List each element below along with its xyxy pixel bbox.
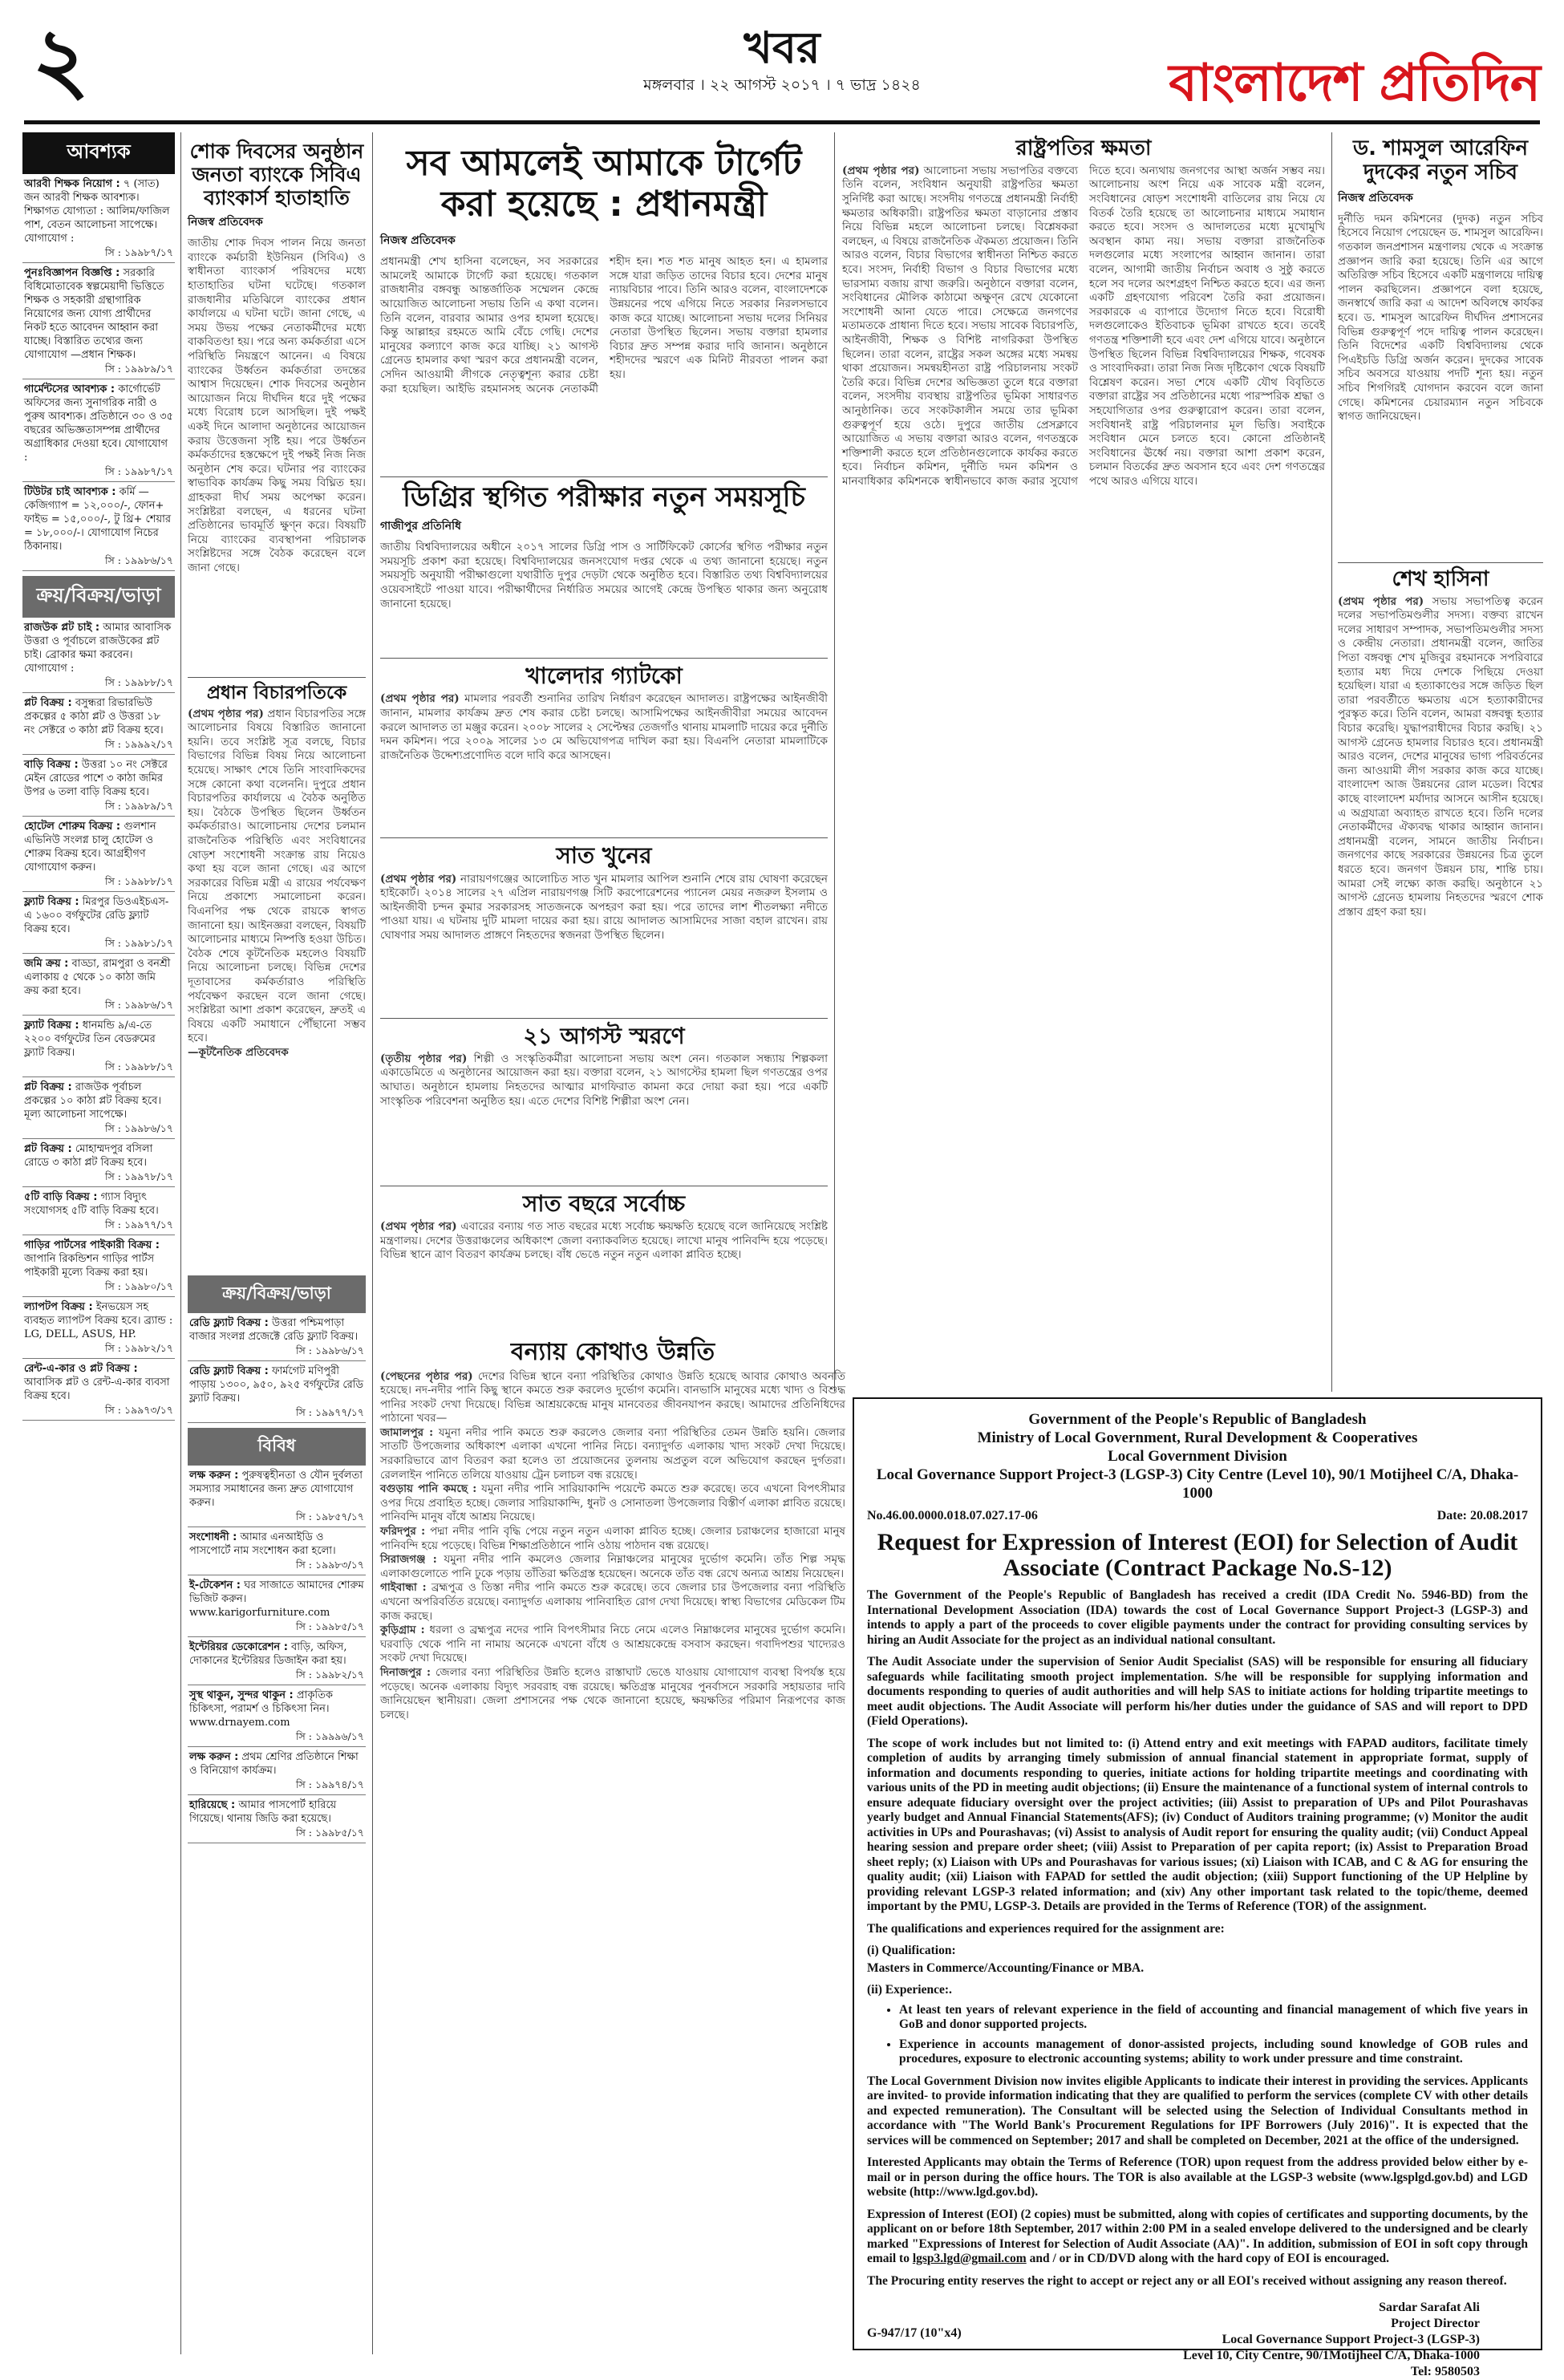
classified-heading: প্লট বিক্রয় : — [24, 1081, 72, 1093]
classified-ad — [188, 1466, 366, 1527]
classified-ref: সি : ১৯৯৮৬/১৭ — [295, 1344, 364, 1356]
seven-murders-headline: সাত খুনের — [556, 842, 652, 870]
right-column — [1338, 132, 1543, 1392]
classified-ref: সি : ১৯৯৮৫/১৭ — [296, 1620, 364, 1632]
signatory-phone: Tel: 9580503 — [1410, 2365, 1480, 2378]
classified-body: আবাসিক প্লট ও রেন্ট-এ-কার ব্যবসা বিক্রয় হবে। — [24, 1377, 170, 1402]
president-headline: রাষ্ট্রপতির ক্ষমতা — [1015, 136, 1152, 160]
flood-subhead: সিরাজগঞ্জ : — [380, 1553, 437, 1567]
sale-list — [22, 618, 175, 1421]
continuation-label: (প্রথম পৃষ্ঠার পর) — [842, 164, 920, 177]
notice-title: Request for Expression of Interest (EOI) for Selection of Audit Associate (Contract Package No.S-12) — [877, 1529, 1518, 1581]
classified-body: সরকারি বিধিমোতাবেক স্বল্পমেয়াদী ভিত্তিতে শিক্ষক ও সহকারী গ্রন্থাগারিক নিয়োগের জন্য যোগ্য প্রার্থীদের নিকট হতে আবেদন আহ্বান করা যাচ্ছে। বিস্তারিত তথ্যের জন্য যোগাযোগ —প্রধান শিক্ষক। — [24, 267, 164, 361]
seven-murders-body: (প্রথম পৃষ্ঠার পর) নারায়ণগঞ্জের আলোচিত সাত খুন মামলার আপিল শুনানি শেষে রায় ঘোষণা করেছেন হাইকোর্ট। ২০১৪ সালের ২৭ এপ্রিল নারায়ণগঞ্জ সিটি করপোরেশনের প্যানেল মেয়র নজরুল ইসলাম ও আইনজীবী চন্দন কুমার সরকারসহ সাতজনকে অপহরণ করা হয়। পরে তাদের লাশ শীতলক্ষ্যা নদীতে পাওয়া যায়। এ ঘটনায় দুটি মামলা দায়ের করা হয়। রায়ে আদালত আসামিদের সাজা বহাল রাখেন। রায় ঘোষণার সময় আদালত প্রাঙ্গণে নিহতদের স্বজনরা উপস্থিত ছিলেন। — [380, 872, 828, 943]
flood-subhead: গাইবান্ধা : — [380, 1581, 427, 1595]
hasina-body: (প্রথম পৃষ্ঠার পর) সভায় সভাপতিত্ব করেন দলের সভাপতিমণ্ডলীর সদস্য। বক্তব্য রাখেন দলের সাধারণ সম্পাদক, সভাপতিমণ্ডলীর সদস্য ও কেন্দ্রীয় নেতারা। প্রধানমন্ত্রী বলেন, জাতির পিতা বঙ্গবন্ধু শেখ মুজিবুর রহমানকে সপরিবারে হত্যার মধ্য দিয়ে দেশকে পিছিয়ে দেওয়া হয়েছিল। যারা এ হত্যাকাণ্ডের সঙ্গে জড়িত ছিল তারা পরবর্তীতে ক্ষমতায় এসে হত্যাকারীদের পুরস্কৃত করে। তিনি বলেন, আমরা বঙ্গবন্ধু হত্যার বিচার করেছি। যুদ্ধাপরাধীদের বিচার করছি। ২১ আগস্ট গ্রেনেড হামলার বিচারও হবে। প্রধানমন্ত্রী আরও বলেন, দেশের মানুষের ভাগ্য পরিবর্তনের জন্য আওয়ামী লীগ সরকার কাজ করে যাচ্ছে। বাংলাদেশ আজ উন্নয়নের রোল মডেল। বিশ্বের কাছে বাংলাদেশ মর্যাদার আসনে আসীন হয়েছে। এ অগ্রযাত্রা অব্যাহত রাখতে হবে। তিনি দলের নেতাকর্মীদের ঐক্যবদ্ধ থাকার আহ্বান জানান। প্রধানমন্ত্রী বলেন, সামনে জাতীয় নির্বাচন। জনগণের কাছে সরকারের উন্নয়নের চিত্র তুলে ধরতে হবে। জনগণ উন্নয়ন চায়, শান্তি চায়। আমরা সেই লক্ষ্যে কাজ করছি। অনুষ্ঠানে ২১ আগস্ট গ্রেনেড হামলায় নিহতদের স্মরণে শোক প্রস্তাব গ্রহণ করা হয়। — [1338, 594, 1543, 918]
classified-heading: ৫টি বাড়ি বিক্রয় : — [24, 1191, 98, 1203]
classified-ref: সি : ১৯৯৯২/১৭ — [104, 738, 173, 750]
tender-notice — [853, 1397, 1542, 2378]
classified-body: উত্তরা পশ্চিমপাড়া বাজার সংলগ্ন প্রজেক্টে রেডি ফ্ল্যাট বিক্রয়। — [189, 1316, 359, 1343]
classified-heading: রেডি ফ্ল্যাট বিক্রয় : — [189, 1364, 269, 1377]
ad-reference: G-947/17 (10"x4) — [867, 2326, 962, 2340]
reference-number: No.46.00.0000.018.07.027.17-06 — [867, 1509, 1038, 1522]
classified-body: ইনভয়েস সহ ব্যবহৃত ল্যাপটপ বিক্রয় হবে। ব্র্যান্ড : LG, DELL, ASUS, HP. — [24, 1301, 173, 1340]
classified-ad — [22, 1359, 175, 1421]
lead-body: প্রধানমন্ত্রী শেখ হাসিনা বলেছেন, সব সরকারের আমলেই আমাকে টার্গেট করা হয়েছে। গতকাল রাজধানীর বঙ্গবন্ধু আন্তর্জাতিক সম্মেলন কেন্দ্রে আয়োজিত আলোচনা সভায় তিনি এ কথা বলেন। তিনি বলেন, বারবার আমার ওপর হামলা হয়েছে। কিন্তু আল্লাহর রহমতে আমি বেঁচে গেছি। দেশের মানুষের কল্যাণে কাজ করে যাচ্ছি। ২১ আগস্ট গ্রেনেড হামলার কথা স্মরণ করে প্রধানমন্ত্রী বলেন, সেদিন আওয়ামী লীগকে নেতৃত্বশূন্য করার চেষ্টা করা হয়েছিল। আইভি রহমানসহ অনেক নেতাকর্মী শহীদ হন। শত শত মানুষ আহত হন। এ হামলার সঙ্গে যারা জড়িত তাদের বিচার হবে। দেশের মানুষ ন্যায়বিচার পাবে। তিনি আরও বলেন, বাংলাদেশকে উন্নয়নের পথে এগিয়ে নিতে সরকার নিরলসভাবে কাজ করে যাচ্ছে। আলোচনা সভায় দলের সিনিয়র নেতারা উপস্থিত ছিলেন। সভায় বক্তারা হামলার বিচার দ্রুত সম্পন্ন করার দাবি জানান। অনুষ্ঠানে শহীদদের স্মরণে এক মিনিট নীরবতা পালন করা হয়। — [380, 255, 828, 395]
continuation-label: (তৃতীয় পৃষ্ঠার পর) — [380, 1052, 468, 1065]
president-story — [842, 132, 1325, 1392]
misc-list — [188, 1466, 366, 1843]
classified-body: জাপানি রিকন্ডিশন গাড়ির পার্টস পাইকারী মূল্যে বিক্রয় করা হয়। — [24, 1253, 155, 1279]
experience-list — [899, 2003, 1528, 2067]
cbs-headline: শোক দিবসের অনুষ্ঠান জনতা ব্যাংকে সিবিএ ব্যাংকার্স হাতাহাতি — [189, 140, 364, 209]
classifieds-list — [22, 174, 175, 571]
tender-paragraph: The Local Government Division now invites eligible Applicants to indicate their interest in providing the services. Applicants are invited- to provide information indicating that they are qualified to perform the services (complete CV with other details and expected remuneration). The Consultant will be selected using the Selection of Individual Consultants method in accordance with "The World Bank's Procurement Regulations for IPF Borrowers (July 2016)". It is expected that the services will be commenced on September; 2017 and shall be completed on December, 2021 at the office of the undersigned. — [867, 2074, 1528, 2147]
tender-paragraph: The scope of work includes but not limited to: (i) Attend entry and exit meetings with FAPAD auditors, facilitate timely completion of audits by arranging timely submission of annual financial statement in appropriate format, supply of information and documents responding to queries, initiate actions for holding tripartite meetings and coordinating with various units of the PD in meeting audit objections; (ii) Ensure the maintenance of a functional system of internal controls to ensure adequate fiduciary oversight over the project activities; (iii) Assist to preparation of UPs and Pilot Pourashavas yearly budget and Annual Financial Statements(AFS); (iv) Conduct of Auditors training programme; (v) Monitor the audit activities in UPs and Pourashavas; (vi) Assist to analysis of Audit report for ensuring the quality audit; (vii) Conduct Appeal hearing session and prepare order sheet; (viii) Assist to Preparation of per capita report; (ix) Assist to Preparation Broad sheet reply; (x) Liaison with UPs and Pourashavas for various issues; (xi) Liaison with ICAB, and C & AG for ensuring the quality audit; (xii) Liaison with FAPAD for settled the audit objection; (xiii) Support functioning of the UP Helpline by providing relevant LGSP-3 related information; and (xiv) Any other important task related to the topic/theme, deemed important by the PMU, LGSP-3. Details are provided in the Terms of Reference (TOR) of the assignment. — [867, 1736, 1528, 1913]
classified-ref: সি : ১৯৯৭৭/১৭ — [104, 1218, 173, 1231]
classified-ad — [22, 817, 175, 892]
classified-body: রাজউক পূর্বাচল প্রকল্পের ১০ কাঠা প্লট বিক্রয় হবে। মূল্য আলোচনা সাপেক্ষে। — [24, 1081, 161, 1121]
continuation-label: (প্রথম পৃষ্ঠার পর) — [380, 872, 457, 886]
classified-heading: রেডি ফ্ল্যাট বিক্রয় : — [189, 1316, 269, 1329]
signatory-project: Local Governance Support Project-3 (LGSP-3) — [1222, 2333, 1480, 2346]
classified-heading: সংশোধনী : — [189, 1531, 237, 1543]
column-rule — [180, 132, 181, 2354]
classified-ref: সি : ১৯৯৮৬/১৭ — [104, 999, 173, 1011]
submission-text-end: and / or in CD/DVD along with the hard copy of EOI is encouraged. — [1026, 2252, 1389, 2265]
continuation-label: (প্রথম পৃষ্ঠার পর) — [1338, 594, 1424, 608]
lead-story — [380, 132, 828, 1392]
experience-label: (ii) Experience:. — [867, 1983, 952, 1997]
classified-heading: ফ্ল্যাট বিক্রয় : — [24, 896, 79, 908]
classified-ad — [22, 379, 175, 482]
article-body: জাতীয় শোক দিবস পালন নিয়ে জনতা ব্যাংকে কর্মচারী ইউনিয়ন (সিবিএ) ও স্বাধীনতা ব্যাংকার্স পরিষদের মধ্যে হাতাহাতির ঘটনা ঘটেছে। গতকাল রাজধানীর মতিঝিলে ব্যাংকের প্রধান কার্যালয়ে এ ঘটনা ঘটে। জানা গেছে, এ সময় উভয় পক্ষের নেতাকর্মীদের মধ্যে বাকবিতণ্ডা হয়। পরে অন্য কর্মকর্তারা এসে পরিস্থিতি নিয়ন্ত্রণে আনেন। এ বিষয়ে ব্যাংকের উর্ধ্বতন কর্মকর্তারা তদন্তের আশ্বাস দিয়েছেন। শোক দিবসের অনুষ্ঠান আয়োজন নিয়ে দীর্ঘদিন ধরে দুই পক্ষের মধ্যে বিরোধ চলে আসছিল। দুই পক্ষই একই দিনে আলাদা অনুষ্ঠানের আয়োজন করায় উত্তেজনা সৃষ্টি হয়। পরে উর্ধ্বতন কর্মকর্তাদের হস্তক্ষেপে দুই পক্ষই নিজ নিজ অনুষ্ঠান শেষ করে। ঘটনার পর ব্যাংকের স্বাভাবিক কার্যক্রম কিছু সময় বিঘ্নিত হয়। গ্রাহকরা দীর্ঘ সময় অপেক্ষা করেন। সংশ্লিষ্টরা বলছেন, এ ধরনের ঘটনা প্রতিষ্ঠানের ভাবমূর্তি ক্ষুণ্ন করে। বিষয়টি নিয়ে ব্যাংকের ব্যবস্থাপনা পরিচালক সংশ্লিষ্টদের সঙ্গে বৈঠক করেছেন বলে জানা গেছে। — [188, 237, 366, 574]
classified-ad — [22, 1187, 175, 1235]
continuation-label: (প্রথম পৃষ্ঠার পর) — [188, 707, 264, 720]
tender-paragraph — [867, 2208, 1528, 2267]
classified-ad — [188, 1747, 366, 1795]
exam-headline: ডিগ্রির স্থগিত পরীক্ষার নতুন সময়সূচি — [403, 481, 805, 514]
classified-body: আমার এনআইডি ও পাসপোর্টে নাম সংশোধন করা হলো। — [189, 1531, 336, 1557]
misc-header: বিবিধ — [188, 1428, 366, 1466]
continuation-label: (পেছনের পৃষ্ঠার পর) — [380, 1369, 473, 1383]
classified-heading: প্লট বিক্রয় : — [24, 697, 72, 709]
newspaper-logo: বাংলাদেশ প্রতিদিন — [1169, 54, 1540, 113]
tender-paragraph: The Procuring entity reserves the right to accept or reject any or all EOI's received without assigning any reason thereof. — [867, 2273, 1507, 2288]
date-line: মঙ্গলবার । ২২ আগস্ট ২০১৭ । ৭ ভাদ্র ১৪২৪ — [643, 76, 921, 94]
classified-ref: সি : ১৯৯৮৯/১৭ — [105, 363, 173, 375]
signatory-address: Level 10, City Centre, 90/1Motijheel C/A, Dhaka-1000 — [1183, 2349, 1480, 2362]
classified-ad — [22, 954, 175, 1016]
article-body: (প্রথম পৃষ্ঠার পর) প্রধান বিচারপতির সঙ্গে আলোচনার বিষয়ে বিস্তারিত জানানো হয়নি। তবে সংশ্লিষ্ট সূত্র বলছে, বিচার বিভাগের বিভিন্ন বিষয় নিয়ে আলোচনা হয়েছে। সাক্ষাৎ শেষে তিনি সাংবাদিকদের সঙ্গে কোনো কথা বলেননি। দুপুরে প্রধান বিচারপতির কার্যালয়ে এ বৈঠক অনুষ্ঠিত হয়। বৈঠকে উপস্থিত ছিলেন উর্ধ্বতন কর্মকর্তারাও। আলোচনায় দেশের চলমান রাজনৈতিক পরিস্থিতি এবং সংবিধানের ষোড়শ সংশোধনী সংক্রান্ত রায় নিয়েও কথা হয় বলে জানা গেছে। এর আগে সরকারের বিভিন্ন মন্ত্রী এ রায়ের পর্যবেক্ষণ নিয়ে প্রকাশ্যে সমালোচনা করেন। বিএনপির পক্ষ থেকে রায়কে স্বাগত জানানো হয়। আইনজ্ঞরা বলছেন, বিষয়টি আলোচনার মাধ্যমে নিষ্পত্তি হওয়া উচিত। বৈঠক শেষে কূটনৈতিক মহলেও বিষয়টি নিয়ে আলোচনা চলছে। বিভিন্ন দেশের দূতাবাসের কর্মকর্তারাও পরিস্থিতি পর্যবেক্ষণ করছেন বলে জানা গেছে। সংশ্লিষ্টরা আশা প্রকাশ করেছেন, দ্রুতই এ বিষয়ে একটি সমাধানে পৌঁছানো সম্ভব হবে। —কূটনৈতিক প্রতিবেদক — [188, 707, 366, 1059]
classified-body: ঘর সাজাতে আমাদের শোরুম ভিজিট করুন। www.karigorfurniture.com — [189, 1579, 364, 1619]
classified-body: ধানমন্ডি ৯/এ-তে ২২০০ বর্গফুটের তিন বেডরুমের ফ্ল্যাট বিক্রয়। — [24, 1020, 156, 1059]
classified-heading: হোটেল শোরুম বিক্রয় : — [24, 821, 121, 833]
classified-heading: সুস্থ থাকুন, সুন্দর থাকুন : — [189, 1689, 294, 1701]
tender-paragraph: The Audit Associate under the supervision of Senior Audit Specialist (SAS) will be responsible for ensuring all fiduciary safeguards while facilitating smooth project implementation. S/he will be responsible for supplying information and documents responding to queries of audit authorities and will help SAS to initiate actions for holding tripartite meetings to meet audit objections. The Audit Associate will perform his/her duties under the guidance of SAS and will report to DPD (Field Operations). — [867, 1655, 1528, 1728]
signoff: —কূটনৈতিক প্রতিবেদক — [188, 1045, 289, 1059]
division-name: Local Government Division — [1108, 1448, 1287, 1465]
classified-body: আমার পাসপোর্ট হারিয়ে গিয়েছে। থানায় জিডি করা হয়েছে। — [189, 1798, 337, 1825]
classified-ad — [22, 1016, 175, 1077]
classified-ref: সি : ১৯৯৯৬/১৭ — [295, 1729, 364, 1742]
section-rule — [380, 476, 828, 477]
khaleda-headline: খালেদার গ্যাটকো — [525, 663, 683, 690]
hasina-headline: শেখ হাসিনা — [1392, 566, 1489, 591]
classified-ad — [22, 1235, 175, 1297]
president-body: (প্রথম পৃষ্ঠার পর) আলোচনা সভায় সভাপতির বক্তব্যে তিনি বলেন, সংবিধান অনুযায়ী রাষ্ট্রপতির ক্ষমতা সুনির্দিষ্ট করা আছে। সংসদীয় গণতন্ত্রে প্রধানমন্ত্রী নির্বাহী ক্ষমতার অধিকারী। রাষ্ট্রপতির ক্ষমতা বাড়ানোর প্রস্তাব নিয়ে বিভিন্ন মহলে আলোচনা চলছে। বিশ্লেষকরা বলছেন, এ বিষয়ে রাজনৈতিক ঐকমত্য প্রয়োজন। তিনি আরও বলেন, বিচার বিভাগের স্বাধীনতা নিশ্চিত করতে হবে। সংসদ, নির্বাহী বিভাগ ও বিচার বিভাগের মধ্যে ভারসাম্য বজায় রাখা জরুরি। অনুষ্ঠানে বক্তারা বলেন, সংবিধানের মৌলিক কাঠামো অক্ষুণ্ন রেখে যেকোনো সংশোধনী আনা যেতে পারে। সেক্ষেত্রে জনগণের মতামতকে প্রাধান্য দিতে হবে। সভায় সাবেক বিচারপতি, আইনজীবী, শিক্ষক ও বিশিষ্ট নাগরিকরা উপস্থিত ছিলেন। তারা বলেন, রাষ্ট্রের সকল অঙ্গের মধ্যে সমন্বয় থাকা প্রয়োজন। সমন্বয়হীনতা রাষ্ট্র পরিচালনায় সংকট তৈরি করে। বিভিন্ন দেশের অভিজ্ঞতা তুলে ধরে বক্তারা বলেন, সংসদীয় ব্যবস্থায় রাষ্ট্রপতির ভূমিকা সাধারণত আনুষ্ঠানিক। তবে সংকটকালীন সময়ে তার ভূমিকা গুরুত্বপূর্ণ হয়ে ওঠে। দুপুরে জাতীয় প্রেসক্লাবে আয়োজিত এ সভায় বক্তারা আরও বলেন, গণতন্ত্রকে শক্তিশালী করতে হলে প্রতিষ্ঠানগুলোকে কার্যকর করতে হবে। নির্বাচন কমিশন, দুর্নীতি দমন কমিশন ও মানবাধিকার কমিশনকে স্বাধীনভাবে কাজ করার সুযোগ দিতে হবে। অন্যথায় জনগণের আস্থা অর্জন সম্ভব নয়। আলোচনায় অংশ নিয়ে এক সাবেক মন্ত্রী বলেন, সংবিধানের ষোড়শ সংশোধনী বাতিলের রায় নিয়ে যে বিতর্ক তৈরি হয়েছে তা আলোচনার মাধ্যমে সমাধান করতে হবে। সংসদ ও আদালতের মধ্যে মুখোমুখি অবস্থান কাম্য নয়। সভায় বক্তারা রাজনৈতিক দলগুলোর মধ্যে সংলাপের আহ্বান জানান। তারা বলেন, আগামী জাতীয় নির্বাচন অবাধ ও সুষ্ঠু করতে হলে সব দলের অংশগ্রহণ নিশ্চিত করতে হবে। এর জন্য একটি গ্রহণযোগ্য পরিবেশ তৈরি করা প্রয়োজন। সরকারকে এ ব্যাপারে উদ্যোগ নিতে হবে। বিরোধী দলগুলোকেও ইতিবাচক ভূমিকা রাখতে হবে। তবেই গণতন্ত্র শক্তিশালী হবে এবং দেশ এগিয়ে যাবে। অনুষ্ঠানে উপস্থিত ছিলেন বিভিন্ন বিশ্ববিদ্যালয়ের শিক্ষক, গবেষক ও সাংবাদিকরা। তারা নিজ নিজ দৃষ্টিকোণ থেকে বিষয়টি বিশ্লেষণ করেন। সভা শেষে একটি যৌথ বিবৃতিতে বক্তারা রাষ্ট্রের সব প্রতিষ্ঠানের মধ্যে পারস্পরিক শ্রদ্ধা ও সহযোগিতার ওপর গুরুত্বারোপ করেন। তারা বলেন, সংবিধানই রাষ্ট্র পরিচালনার মূল ভিত্তি। সবাইকে সংবিধান মেনে চলতে হবে। কোনো প্রতিষ্ঠানই সংবিধানের ঊর্ধ্বে নয়। বক্তারা আশা প্রকাশ করেন, চলমান বিতর্কের দ্রুত অবসান হবে এবং দেশ গণতন্ত্রের পথে আরও এগিয়ে যাবে। — [842, 164, 1325, 488]
exam-body: জাতীয় বিশ্ববিদ্যালয়ের অধীনে ২০১৭ সালের ডিগ্রি পাস ও সার্টিফিকেট কোর্সের স্থগিত পরীক্ষার নতুন সময়সূচি প্রকাশ করা হয়েছে। বিশ্ববিদ্যালয়ের জনসংযোগ দপ্তর থেকে এ তথ্য জানানো হয়েছে। নতুন সময়সূচি অনুযায়ী পরীক্ষাগুলো যথারীতি দুপুর দেড়টা থেকে অনুষ্ঠিত হবে। বিস্তারিত তথ্য বিশ্ববিদ্যালয়ের ওয়েবসাইটে পাওয়া যাবে। পরীক্ষার্থীদের নির্ধারিত সময়ের আগেই কেন্দ্রে উপস্থিত থাকার জন্য অনুরোধ জানানো হয়েছে। — [380, 541, 828, 610]
classified-ref: সি : ১৯৯৮৯/১৭ — [105, 800, 173, 812]
section-title: খবর — [744, 22, 820, 73]
classified-ref: সি : ১৯৯৮৬/১৭ — [104, 554, 173, 566]
classified-heading: ল্যাপটপ বিক্রয় : — [24, 1301, 93, 1313]
classified-heading: লক্ষ করুন : — [189, 1750, 239, 1763]
masthead — [0, 0, 1564, 128]
classified-body: আমার আবাসিক উত্তরা ও পূর্বাচলে রাজউকের প্লট চাই। ব্রোকার ক্ষমা করবেন। যোগাযোগ : — [24, 622, 172, 675]
classified-heading: গাড়ির পার্টসের পাইকারী বিক্রয় : — [24, 1239, 160, 1251]
classified-ref: সি : ১৯৯৮৮/১৭ — [105, 875, 173, 887]
flood-subhead: বগুড়ায় পানি কমছে : — [380, 1482, 477, 1496]
classified-ref: সি : ১৯৮৫৭/১৭ — [295, 1510, 364, 1522]
classified-body: গুলশান এভিনিউ সংলগ্ন চালু হোটেল ও শোরুম বিক্রয় হবে। আগ্রহীগণ যোগাযোগ করুন। — [24, 821, 156, 874]
classified-ref: সি : ১৯৯৮৭/১৭ — [104, 246, 173, 258]
continuation-label: (প্রথম পৃষ্ঠার পর) — [380, 1220, 457, 1234]
classified-body: বসুন্ধরা রিভারভিউ প্রকল্পের ৫ কাঠা প্লট ও উত্তরা ১৮ নং সেক্টরে ৩ কাঠা প্লট বিক্রয় হবে। — [24, 697, 164, 736]
qualification-label: (i) Qualification: — [867, 1944, 956, 1957]
classified-ad — [22, 755, 175, 817]
experience-item: • Experience in accounts management of donor-assisted projects, including sound knowledge of GOB rules and procedures, exposure to electronic accounting systems; ability to work under pressure and time constraint. — [899, 2037, 1528, 2067]
classified-ad — [188, 1361, 366, 1423]
byline: নিজস্ব প্রতিবেদক — [380, 234, 456, 248]
flood-subhead: ফরিদপুর : — [380, 1525, 426, 1539]
classified-heading: ইন্টেরিয়র ডেকোরেশন : — [189, 1640, 288, 1653]
reference-row — [867, 1509, 1528, 1523]
classified-ad — [22, 693, 175, 755]
experience-item: • At least ten years of relevant experience in the field of accounting and financial management of which five years in GoB and donor supported projects. — [899, 2003, 1528, 2033]
lead-headline: সব আমলেই আমাকে টার্গেট করা হয়েছে : প্রধানমন্ত্রী — [406, 143, 802, 225]
sale-header-2: ক্রয়/বিক্রয়/ভাড়া — [188, 1275, 366, 1313]
column-rule — [372, 132, 373, 2354]
classified-body: কার্গোর্ভেট অফিসের জন্য সুনাগরিক নারী ও পুরুষ আবশ্যক। প্রতিষ্ঠানে ৩০ ও ৩৫ বছরের অভিজ্ঞতাসম্পন্ন প্রার্থীদের অগ্রাধিকার দেওয়া হবে। যোগাযোগ : — [24, 383, 173, 464]
tender-paragraph: Interested Applicants may obtain the Terms of Reference (TOR) upon request from the address provided below either by e-mail or in person during the office hours. The TOR is also available at the LGSP-3 website (www.lgsplgd.gov.bd) and LGD website (http://www.lgd.gov.bd). — [867, 2155, 1528, 2199]
section-rule — [380, 658, 828, 659]
classified-heading: প্লট বিক্রয় : — [24, 1143, 72, 1155]
classified-ref: সি : ১৯৯৮০/১৭ — [104, 1280, 173, 1292]
classified-ad — [22, 1077, 175, 1139]
classified-ref: সি : ১৯৯৮৮/১৭ — [105, 1060, 173, 1072]
page-number: ২ — [32, 8, 90, 111]
classified-body: মোহাম্মদপুর বসিলা রোডে ৩ কাঠা প্লট বিক্রয় হবে। — [24, 1143, 153, 1169]
byline: নিজস্ব প্রতিবেদক — [1338, 191, 1413, 205]
seven-years-headline: সাত বছরে সর্বোচ্চ — [522, 1190, 686, 1217]
submission-text: Expression of Interest (EOI) (2 copies) must be submitted, along with copies of certificates and supporting documents, by the applicant on or before 18th September, 2017 within 2:00 PM in a sealed envelope delivered to the undersigned and be clearly marked "Expressions of Interest for Selection of Audit Associate (AA)". In addition, submission of EOI in soft copy through email to — [867, 2207, 1528, 2265]
flood-subhead: কুড়িগ্রাম : — [380, 1624, 425, 1637]
classified-ref: সি : ১৯৯৭৭/১৭ — [295, 1405, 364, 1418]
classified-ad — [188, 1795, 366, 1843]
classified-ad — [22, 174, 175, 263]
signatory-name: Sardar Sarafat Ali — [1379, 2301, 1480, 2314]
sale-list-2 — [188, 1313, 366, 1423]
byline: নিজস্ব প্রতিবেদক — [188, 216, 263, 229]
section-rule — [1338, 562, 1543, 563]
classified-ref: সি : ১৯৯৮৫/১৭ — [296, 1826, 364, 1839]
classifieds-header: আবশ্যক — [22, 132, 175, 174]
classified-ref: সি : ১৯৯৮৮/১৭ — [105, 676, 173, 688]
classified-ad — [22, 892, 175, 954]
section-rule — [380, 837, 828, 838]
classified-ad — [188, 1685, 366, 1747]
seven-years-body: (প্রথম পৃষ্ঠার পর) এবারের বন্যায় গত সাত বছরের মধ্যে সর্বোচ্চ ক্ষয়ক্ষতি হয়েছে বলে জানিয়েছে সংশ্লিষ্ট মন্ত্রণালয়। দেশের উত্তরাঞ্চলের অধিকাংশ জেলা বন্যাকবলিত হয়েছে। লাখো মানুষ পানিবন্দি হয়ে পড়েছে। বিভিন্ন স্থানে ত্রাণ বিতরণ কার্যক্রম চলছে। বাঁধ ভেঙে নতুন নতুন এলাকা প্লাবিত হচ্ছে। — [380, 1220, 828, 1262]
classified-ref: সি : ১৯৯৮১/১৭ — [105, 937, 173, 949]
flood-body: (পেছনের পৃষ্ঠার পর) দেশের বিভিন্ন স্থানে বন্যা পরিস্থিতির কোথাও উন্নতি হয়েছে আবার কোথাও অবনতি হয়েছে। নদ-নদীর পানি কিছু স্থানে কমতে শুরু করলেও দুর্ভোগ কমেনি। বানভাসি মানুষের মধ্যে খাদ্য ও বিশুদ্ধ পানির সংকট দেখা দিয়েছে। বিভিন্ন আশ্রয়কেন্দ্রে মানুষ মানবেতর জীবনযাপন করছে। আমাদের প্রতিনিধিদের পাঠানো খবর— জামালপুর : যমুনা নদীর পানি কমতে শুরু করলেও জেলার বন্যা পরিস্থিতির তেমন উন্নতি হয়নি। জেলার সাতটি উপজেলার অধিকাংশ এলাকা এখনো পানির নিচে। বন্যাদুর্গত এলাকায় খাদ্য সংকট দেখা দিয়েছে। সরকারিভাবে ত্রাণ বিতরণ করা হলেও তা প্রয়োজনের তুলনায় অপ্রতুল বলে অভিযোগ করছেন দুর্গতরা। রেললাইন পানিতে তলিয়ে যাওয়ায় ট্রেন চলাচল বন্ধ রয়েছে। বগুড়ায় পানি কমছে : যমুনা নদীর পানি সারিয়াকান্দি পয়েন্টে কমতে শুরু করেছে। তবে এখনো বিপৎসীমার ওপর দিয়ে প্রবাহিত হচ্ছে। জেলার সারিয়াকান্দি, ধুনট ও সোনাতলা উপজেলার বিস্তীর্ণ এলাকা প্লাবিত রয়েছে। পানিবন্দি মানুষ বাঁধে আশ্রয় নিয়েছে। ফরিদপুর : পদ্মা নদীর পানি বৃদ্ধি পেয়ে নতুন নতুন এলাকা প্লাবিত হচ্ছে। জেলার চরাঞ্চলের হাজারো মানুষ পানিবন্দি হয়ে পড়েছে। বিভিন্ন শিক্ষাপ্রতিষ্ঠানে পানি ওঠায় পাঠদান বন্ধ রয়েছে। সিরাজগঞ্জ : যমুনা নদীর পানি কমলেও জেলার নিম্নাঞ্চলের মানুষের দুর্ভোগ কমেনি। তাঁত শিল্প সমৃদ্ধ এলাকাগুলোতে পানি ঢুকে পড়ায় তাঁতিরা ক্ষতিগ্রস্ত হয়েছেন। অনেকে তাঁত বন্ধ রেখে অন্যত্র আশ্রয় নিয়েছেন। গাইবান্ধা : ব্রহ্মপুত্র ও তিস্তা নদীর পানি কমতে শুরু করেছে। তবে জেলার চার উপজেলার বন্যা পরিস্থিতি এখনো অপরিবর্তিত রয়েছে। বন্যাদুর্গত এলাকায় পানিবাহিত রোগ দেখা দিয়েছে। স্বাস্থ্য বিভাগের মেডিকেল টিম কাজ করছে। কুড়িগ্রাম : ধরলা ও ব্রহ্মপুত্র নদের পানি বিপৎসীমার নিচে নেমে এলেও নিম্নাঞ্চলের মানুষের দুর্ভোগ কমেনি। ঘরবাড়ি থেকে পানি না নামায় অনেকে এখনো বাঁধে ও আশ্রয়কেন্দ্রে বসবাস করছেন। গবাদিপশুর খাদ্যেরও সংকট দেখা দিয়েছে। দিনাজপুর : জেলার বন্যা পরিস্থিতির উন্নতি হলেও রাস্তাঘাট ভেঙে যাওয়ায় যোগাযোগ ব্যবস্থা বিপর্যস্ত হয়ে পড়েছে। অনেক এলাকায় বিদ্যুৎ সরবরাহ বন্ধ রয়েছে। ক্ষতিগ্রস্ত মানুষের পুনর্বাসনে সরকারি সহায়তার দাবি জানিয়েছেন স্থানীয়রা। জেলা প্রশাসনের পক্ষ থেকে জানানো হয়েছে, ক্ষয়ক্ষতির পরিমাণ নিরূপণের কাজ চলছে। — [380, 1369, 846, 1721]
section-rule — [188, 677, 366, 678]
classified-heading: পুনঃবিজ্ঞাপন বিজ্ঞপ্তি : — [24, 267, 120, 279]
qualification-value: Masters in Commerce/Accounting/Finance or MBA. — [867, 1960, 1145, 1975]
classified-heading: আরবী শিক্ষক নিয়োগ : — [24, 178, 120, 190]
khaleda-body: (প্রথম পৃষ্ঠার পর) মামলার পরবর্তী শুনানির তারিখ নির্ধারণ করেছেন আদালত। রাষ্ট্রপক্ষের আইনজীবী জানান, মামলার কার্যক্রম দ্রুত শেষ করার চেষ্টা চলছে। আসামিপক্ষের আইনজীবীরা সময়ের আবেদন করলে আদালত তা মঞ্জুর করেন। ২০০৮ সালের ২ সেপ্টেম্বর তেজগাঁও থানায় মামলাটি দায়ের করে দুর্নীতি দমন কমিশন। পরে ২০০৯ সালের ১৩ মে অভিযোগপত্র দাখিল করা হয়। বিএনপি নেতারা মামলাটিকে রাজনৈতিক উদ্দেশ্যপ্রণোদিত বলে দাবি করে আসছেন। — [380, 692, 828, 762]
flood-story — [380, 1336, 845, 2354]
classified-heading: হারিয়েছে : — [189, 1798, 236, 1811]
classified-body: বাড়ি, অফিস, দোকানের ইন্টেরিয়র ডিজাইন করা হয়। — [189, 1640, 347, 1667]
flood-subhead: জামালপুর : — [380, 1425, 434, 1439]
signatory-title: Project Director — [1391, 2317, 1480, 2330]
chief-justice-headline: প্রধান বিচারপতিকে — [206, 683, 347, 704]
aug21-headline: ২১ আগস্ট স্মরণে — [523, 1022, 685, 1049]
classified-heading: ফ্ল্যাট বিক্রয় : — [24, 1020, 79, 1032]
project-address: Local Governance Support Project-3 (LGSP-3) City Centre (Level 10), 90/1 Motijheel C/A, Dhaka-1000 — [876, 1466, 1519, 1502]
classified-ad — [188, 1313, 366, 1361]
column-two — [188, 132, 366, 2354]
classifieds-column — [22, 132, 175, 2354]
classified-ref: সি : ১৯৯৭৮/১৭ — [104, 1170, 173, 1182]
classified-body: মিরপুর ডিওএইচএস-এ ১৬০০ বর্গফুটের রেডি ফ্ল্যাট বিক্রয় হবে। — [24, 896, 169, 935]
classified-body: পুরুষত্বহীনতা ও যৌন দুর্বলতা সমস্যার সমাধানের জন্য দ্রুত যোগাযোগ করুন। — [189, 1469, 363, 1509]
classified-heading: গার্মেন্টসের আবশ্যক : — [24, 383, 115, 395]
tender-paragraph: The Government of the People's Republic of Bangladesh has received a credit (IDA Credit No. 5946-BD) from the International Development Association (IDA) towards the cost of Local Governance Support Project-3 (LGSP-3) and intends to apply a part of the proceeds to cover eligible payments under the contract for providing consulting services by hiring an Audit Associate for the project as an individual national consultant. — [867, 1588, 1528, 1647]
classified-body: প্রথম শ্রেণির প্রতিষ্ঠানে শিক্ষা ও বিনিয়োগ কার্যক্রম। — [189, 1750, 359, 1777]
ministry-name: Ministry of Local Government, Rural Development & Cooperatives — [977, 1429, 1418, 1446]
column-rule — [1331, 132, 1332, 1392]
tender-paragraph: The qualifications and experiences required for the assignment are: — [867, 1921, 1225, 1936]
classified-heading: জমি ক্রয় : — [24, 958, 69, 970]
classified-body: প্রাকৃতিক চিকিৎসা, পরামর্শ ও চিকিৎসা নিন। www.drnayem.com — [189, 1689, 333, 1729]
gov-name: Government of the People's Republic of Bangladesh — [1028, 1411, 1367, 1428]
classified-ad — [22, 618, 175, 693]
classified-ref: সি : ১৯৯৭৩/১৭ — [104, 1404, 173, 1416]
classified-heading: রাজউক প্লট চাই : — [24, 622, 100, 634]
classified-ad — [188, 1527, 366, 1575]
classified-heading: রেন্ট-এ-কার ও প্লট বিক্রয় : — [24, 1363, 138, 1375]
email-link[interactable]: lgsp3.lgd@gmail.com — [912, 2252, 1027, 2265]
flood-subhead: দিনাজপুর : — [380, 1665, 432, 1679]
byline: গাজীপুর প্রতিনিধি — [380, 520, 462, 533]
classified-body: গ্যাস বিদ্যুৎ সংযোগসহ ৫টি বাড়ি বিক্রয় হবে। — [24, 1191, 159, 1217]
flood-headline: বন্যায় কোথাও উন্নতি — [510, 1338, 715, 1366]
secretary-body: দুর্নীতি দমন কমিশনের (দুদক) নতুন সচিব হিসেবে নিয়োগ পেয়েছেন ড. শামসুল আরেফিন। গতকাল জনপ্রশাসন মন্ত্রণালয় থেকে এ সংক্রান্ত প্রজ্ঞাপন জারি করা হয়েছে। তিনি এর আগে অতিরিক্ত সচিব হিসেবে একটি মন্ত্রণালয়ে দায়িত্ব পালন করছিলেন। প্রজ্ঞাপনে বলা হয়েছে, জনস্বার্থে জারি করা এ আদেশ অবিলম্বে কার্যকর হবে। ড. শামসুল আরেফিন দীর্ঘদিন প্রশাসনের বিভিন্ন গুরুত্বপূর্ণ পদে দায়িত্ব পালন করেছেন। তিনি বিদেশের একটি বিশ্ববিদ্যালয় থেকে পিএইচডি ডিগ্রি অর্জন করেন। দুদকের সাবেক সচিব অবসরে যাওয়ায় পদটি শূন্য হয়। নতুন সচিব শিগগিরই যোগদান করবেন বলে জানা গেছে। কমিশনের চেয়ারম্যান নতুন সচিবকে স্বাগত জানিয়েছেন। — [1338, 212, 1543, 424]
notice-date: Date: 20.08.2017 — [1436, 1509, 1528, 1522]
section-rule — [380, 1018, 828, 1019]
aug21-body: (তৃতীয় পৃষ্ঠার পর) শিল্পী ও সংস্কৃতিকর্মীরা আলোচনা সভায় অংশ নেন। গতকাল সন্ধ্যায় শিল্পকলা একাডেমিতে এ অনুষ্ঠানের আয়োজন করা হয়। বক্তারা বলেন, ২১ আগস্টের হামলা ছিল গণতন্ত্রের ওপর আঘাত। অনুষ্ঠানে হামলায় নিহতদের আত্মার মাগফিরাত কামনা করে দোয়া করা হয়। পরে একটি সাংস্কৃতিক পরিবেশনা অনুষ্ঠিত হয়। এতে দেশের বিশিষ্ট শিল্পীরা অংশ নেন। — [380, 1052, 828, 1108]
classified-ad — [188, 1575, 366, 1637]
classified-ad — [22, 263, 175, 379]
classified-body: ৭ (সাত) জন আরবী শিক্ষক আবশ্যক। শিক্ষাগত যোগ্যতা : আলিম/ফাজিল পাশ, বেতন আলোচনা সাপেক্ষে। যোগাযোগ : — [24, 178, 170, 245]
secretary-headline: ড. শামসুল আরেফিন দুদকের নতুন সচিব — [1352, 136, 1529, 184]
classified-ref: সি : ১৯৯৮২/১৭ — [104, 1342, 173, 1354]
sale-header: ক্রয়/বিক্রয়/ভাড়া — [22, 576, 175, 618]
classified-ad — [188, 1637, 366, 1685]
classified-ref: সি : ১৯৯৮৬/১৭ — [104, 1122, 173, 1134]
classified-ref: সি : ১৯৯৮৩/১৭ — [295, 1558, 364, 1571]
classified-heading: বাড়ি বিক্রয় : — [24, 759, 79, 771]
classified-ref: সি : ১৯৯৮২/১৭ — [295, 1668, 364, 1681]
classified-body: ফার্মগেট মণিপুরী পাড়ায় ১৩০০, ৯৫০, ৯২৫ বর্গফুটের রেডি ফ্ল্যাট বিক্রয়। — [189, 1364, 364, 1405]
classified-ad — [22, 482, 175, 571]
signature-block — [867, 2300, 1528, 2380]
classified-heading: টিউটর চাই আবশ্যক : — [24, 486, 116, 498]
continuation-label: (প্রথম পৃষ্ঠার পর) — [380, 692, 460, 706]
classified-heading: ই-টেকেশন : — [189, 1579, 241, 1591]
classified-ad — [22, 1139, 175, 1187]
classified-ad — [22, 1297, 175, 1359]
column-rule — [834, 132, 835, 1392]
classified-body: কর্মি — কেজিগ্যাপ = ১২,০০০/-, ফোন+ ফাইভ = ১৫,০০০/-, টু থ্রি+ শেয়ার = ১৮,০০০/-। যোগাযোগ নিচের ঠিকানায়। — [24, 486, 172, 553]
classified-body: উত্তরা ১০ নং সেক্টরে মেইন রোডের পাশে ৩ কাঠা জমির উপর ৬ তলা বাড়ি বিক্রয় হবে। — [24, 759, 168, 798]
classified-ref: সি : ১৯৯৭৪/১৭ — [295, 1778, 364, 1790]
classified-body: বাড্ডা, রামপুরা ও বনশ্রী এলাকায় ৫ থেকে ১০ কাঠা জমি ক্রয় করা হবে। — [24, 958, 171, 997]
classified-heading: লক্ষ করুন : — [189, 1469, 239, 1482]
masthead-rule — [24, 120, 1540, 124]
classified-ref: সি : ১৯৯৮৭/১৭ — [104, 465, 173, 477]
